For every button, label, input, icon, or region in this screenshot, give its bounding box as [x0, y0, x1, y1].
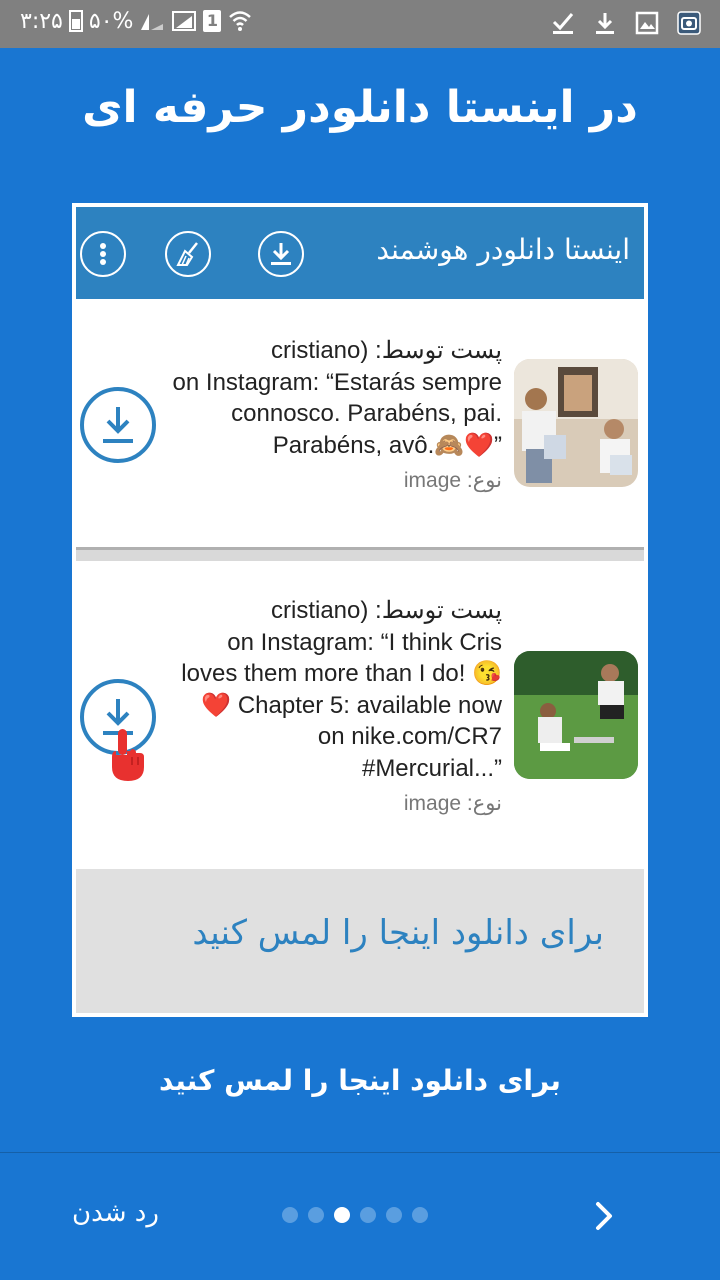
footer-divider: [0, 1152, 720, 1153]
download-button[interactable]: [258, 231, 304, 277]
signal-icon: [171, 10, 197, 32]
signal-icon: [139, 10, 165, 32]
page-indicator: [282, 1207, 428, 1223]
next-arrow-icon[interactable]: [590, 1198, 620, 1234]
post-author: پست توسط: (cristiano: [271, 597, 502, 624]
page-dot: [412, 1207, 428, 1223]
battery-icon: [69, 10, 83, 32]
app-preview-frame: [72, 203, 648, 1017]
slide-caption: برای دانلود اینجا را لمس کنید: [159, 1064, 561, 1097]
tap-hand-icon: [108, 727, 148, 783]
more-icon: [90, 241, 116, 267]
clock: ۳:۲۵: [20, 8, 63, 34]
status-right: [550, 10, 702, 36]
app-preview: [76, 207, 644, 1013]
divider: [76, 547, 644, 561]
post-thumbnail[interactable]: [514, 651, 638, 779]
download-icon: [268, 241, 294, 267]
battery-percent: ۵۰%: [88, 8, 134, 34]
post-image: [514, 359, 638, 487]
post-author: پست توسط: (cristiano: [271, 337, 502, 364]
app-toolbar: [76, 207, 644, 299]
download-icon: [592, 10, 618, 36]
post-card: [76, 561, 644, 869]
post-download-button[interactable]: [80, 387, 156, 463]
page-dot: [360, 1207, 376, 1223]
clear-button[interactable]: [165, 231, 211, 277]
page-dot-active: [334, 1207, 350, 1223]
post-text: [172, 335, 502, 497]
status-left: [20, 8, 253, 34]
status-bar: [0, 0, 720, 48]
camera-icon: [676, 10, 702, 36]
post-card: [76, 299, 644, 547]
page-dot: [308, 1207, 324, 1223]
post-thumbnail[interactable]: [514, 359, 638, 487]
post-type: نوع: image: [403, 792, 502, 815]
page-title: در اینستا دانلودر حرفه ای: [82, 82, 638, 133]
broom-icon: [175, 241, 201, 267]
sim-icon: 1: [203, 10, 221, 32]
post-image: [514, 651, 638, 779]
hint-box[interactable]: [76, 869, 644, 1013]
post-caption: on Instagram: “I think Cris loves them more than I do! 😘❤️ Chapter 5: available now on nike.com/CR7 #Mercurial...”: [181, 628, 502, 782]
check-icon: [550, 10, 576, 36]
download-icon: [100, 405, 136, 445]
more-button[interactable]: [80, 231, 126, 277]
page-dot: [282, 1207, 298, 1223]
post-text: [172, 595, 502, 820]
app-title: اینستا دانلودر هوشمند: [376, 233, 630, 266]
post-caption: on Instagram: “Estarás sempre connosco. Parabéns, pai. Parabéns, avô.🙈❤️”: [172, 368, 502, 459]
page-dot: [386, 1207, 402, 1223]
skip-button[interactable]: رد شدن: [72, 1198, 159, 1228]
post-type: نوع: image: [403, 469, 502, 492]
wifi-icon: [227, 8, 253, 34]
hint-text: برای دانلود اینجا را لمس کنید: [192, 913, 604, 953]
image-icon: [634, 10, 660, 36]
